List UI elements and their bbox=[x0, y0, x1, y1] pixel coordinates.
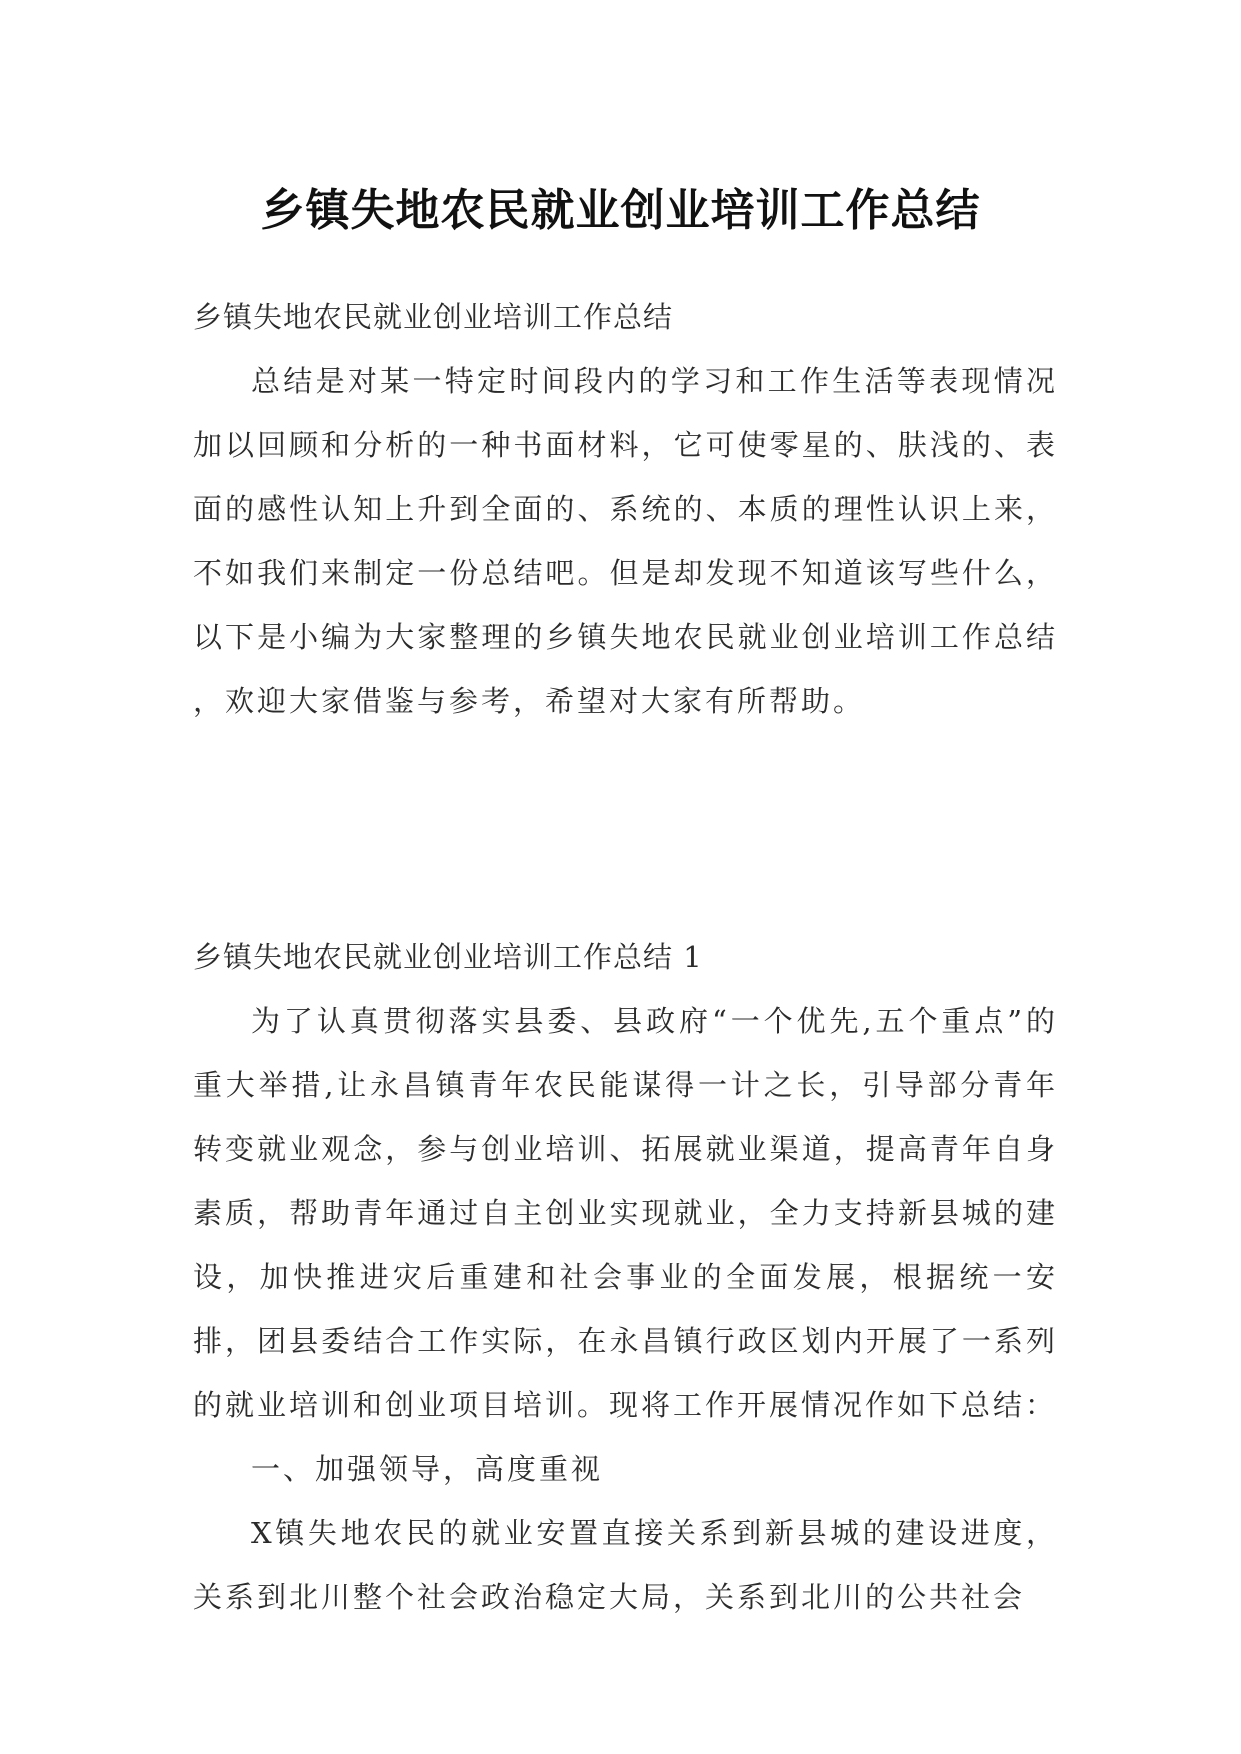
section-1-paragraph-1: 为了认真贯彻落实县委、县政府“一个优先,五个重点”的重大举措,让永昌镇青年农民能谋得一计之长，引导部分青年转变就业观念，参与创业培训、拓展就业渠道，提高青年自身素质，帮助青年通过自主创业实现就业，全力支持新县城的建设，加快推进灾后重建和社会事业的全面发展，根据统一安排，团县委结合工作实际，在永昌镇行政区划内开展了一系列的就业培训和创业项目培训。现将工作开展情况作如下总结： bbox=[193, 1004, 1058, 1422]
section-gap bbox=[193, 733, 1058, 925]
intro-heading: 乡镇失地农民就业创业培训工作总结 bbox=[193, 300, 674, 334]
document-title: 乡镇失地农民就业创业培训工作总结 bbox=[260, 185, 981, 237]
section-1-paragraph-2: X镇失地农民的就业安置直接关系到新县城的建设进度，关系到北川整个社会政治稳定大局，关系到北川的公共社会 bbox=[193, 1516, 1058, 1614]
section-1-subheading: 一、加强领导，高度重视 bbox=[251, 1452, 604, 1486]
section-1-heading: 乡镇失地农民就业创业培训工作总结 1 bbox=[193, 940, 703, 974]
document-body bbox=[193, 285, 1058, 1629]
section-1 bbox=[193, 925, 1058, 1629]
intro-section bbox=[193, 285, 1058, 733]
intro-paragraph: 总结是对某一特定时间段内的学习和工作生活等表现情况加以回顾和分析的一种书面材料，它可使零星的、肤浅的、表面的感性认知上升到全面的、系统的、本质的理性认识上来，不如我们来制定一份总结吧。但是却发现不知道该写些什么，以下是小编为大家整理的乡镇失地农民就业创业培训工作总结 ，欢迎大家借鉴与参考，希望对大家有所帮助。 bbox=[193, 364, 1058, 718]
